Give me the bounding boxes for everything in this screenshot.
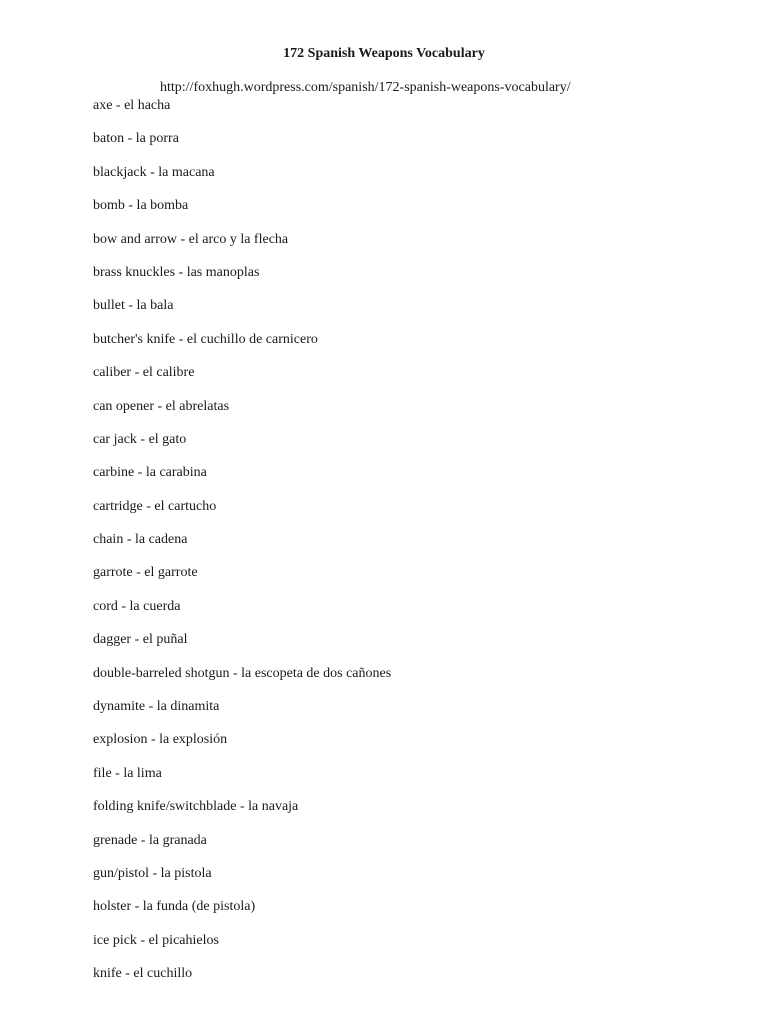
source-url: http://foxhugh.wordpress.com/spanish/172-spanish-weapons-vocabulary/ xyxy=(160,80,571,95)
vocabulary-entry: gun/pistol - la pistola xyxy=(93,865,212,881)
vocabulary-entry: cord - la cuerda xyxy=(93,598,181,614)
vocabulary-entry: grenade - la granada xyxy=(93,832,207,848)
vocabulary-entry: folding knife/switchblade - la navaja xyxy=(93,799,299,815)
vocabulary-entry: chain - la cadena xyxy=(93,532,188,548)
vocabulary-entry: can opener - el abrelatas xyxy=(93,398,230,414)
vocabulary-entry: brass knuckles - las manoplas xyxy=(93,264,260,280)
vocabulary-list xyxy=(93,97,391,999)
vocabulary-entry: dagger - el puñal xyxy=(93,632,188,648)
vocabulary-entry: double-barreled shotgun - la escopeta de dos cañones xyxy=(93,665,392,681)
vocabulary-entry: holster - la funda (de pistola) xyxy=(93,899,256,915)
vocabulary-entry: bomb - la bomba xyxy=(93,198,189,214)
vocabulary-entry: blackjack - la macana xyxy=(93,164,215,180)
vocabulary-entry: explosion - la explosión xyxy=(93,732,228,748)
vocabulary-entry: carbine - la carabina xyxy=(93,465,207,481)
vocabulary-entry: bow and arrow - el arco y la flecha xyxy=(93,231,289,247)
vocabulary-entry: dynamite - la dinamita xyxy=(93,699,220,715)
vocabulary-entry: file - la lima xyxy=(93,765,162,781)
document-title: 172 Spanish Weapons Vocabulary xyxy=(283,46,485,61)
vocabulary-entry: axe - el hacha xyxy=(93,98,171,113)
vocabulary-entry: butcher's knife - el cuchillo de carnicero xyxy=(93,331,318,347)
vocabulary-entry: caliber - el calibre xyxy=(93,365,195,381)
vocabulary-entry: knife - el cuchillo xyxy=(93,966,193,982)
vocabulary-entry: bullet - la bala xyxy=(93,298,174,314)
vocabulary-entry: garrote - el garrote xyxy=(93,565,198,581)
vocabulary-entry: ice pick - el picahielos xyxy=(93,932,219,948)
vocabulary-entry: baton - la porra xyxy=(93,131,179,147)
vocabulary-entry: car jack - el gato xyxy=(93,431,187,447)
vocabulary-entry: cartridge - el cartucho xyxy=(93,498,217,514)
